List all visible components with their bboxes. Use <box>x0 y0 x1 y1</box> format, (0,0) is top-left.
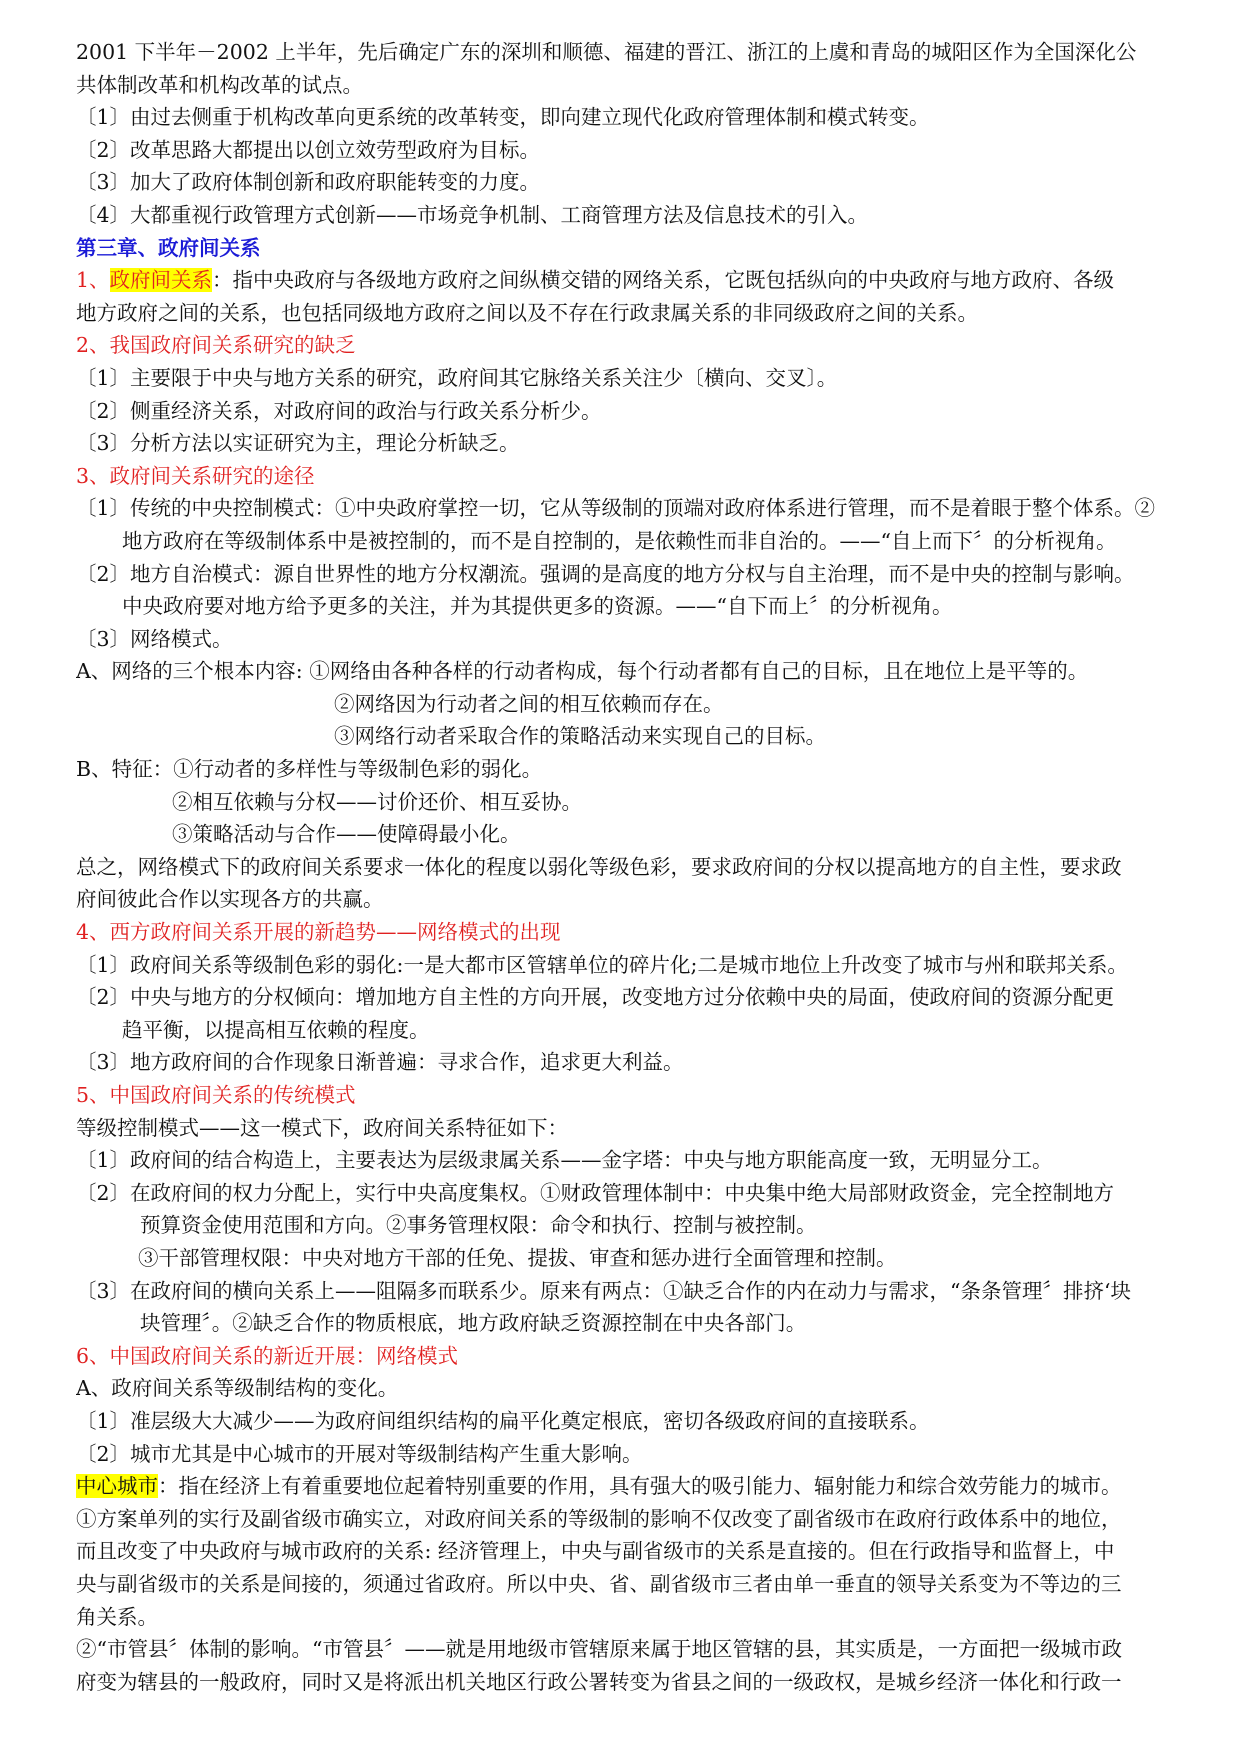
list-item-continuation: 块管理〞。②缺乏合作的物质根底，地方政府缺乏资源控制在中央各部门。 <box>140 1311 807 1336</box>
definition-line <box>76 1470 1169 1503</box>
list-item: 〔1〕传统的中央控制模式：①中央政府掌控一切，它从等级制的顶端对政府体系进行管理，而不是着眼于整个体系。② <box>76 496 1156 521</box>
list-item: 〔4〕大都重视行政管理方式创新——市场竞争机制、工商管理方法及信息技术的引入。 <box>76 202 869 227</box>
section-heading: 5、中国政府间关系的传统模式 <box>76 1083 356 1107</box>
paragraph-line: A、网络的三个根本内容: ①网络由各种各样的行动者构成，每个行动者都有自己的目标，且在地位上是平等的。 <box>76 659 1089 684</box>
list-item-continuation: ③干部管理权限：中央对地方干部的任免、提拔、审查和惩办进行全面管理和控制。 <box>138 1245 897 1270</box>
list-item: 〔2〕城市尤其是中心城市的开展对等级制结构产生重大影响。 <box>76 1441 643 1466</box>
paragraph-line: 等级控制模式——这一模式下，政府间关系特征如下： <box>76 1115 568 1140</box>
paragraph-line: 共体制改革和机构改革的试点。 <box>76 72 363 97</box>
list-item: 〔2〕在政府间的权力分配上，实行中央高度集权。①财政管理体制中：中央集中绝大局部财政资金，完全控制地方 <box>76 1180 1115 1205</box>
paragraph-line: B、特征：①行动者的多样性与等级制色彩的弱化。 <box>76 757 543 782</box>
list-item: 〔3〕在政府间的横向关系上——阻隔多而联系少。原来有两点：①缺乏合作的内在动力与需求，“条条管理〞排挤‘块 <box>76 1278 1132 1303</box>
section-heading: 2、我国政府间关系研究的缺乏 <box>76 333 356 358</box>
section-heading: 6、中国政府间关系的新近开展：网络模式 <box>76 1343 459 1368</box>
paragraph-line: 总之，网络模式下的政府间关系要求一体化的程度以弱化等级色彩，要求政府间的分权以提高地方的自主性，要求政 <box>76 854 1122 879</box>
chapter-heading: 第三章、政府间关系 <box>76 235 261 260</box>
section-number: 1、 <box>76 268 110 293</box>
list-item: 〔1〕准层级大大减少——为政府间组织结构的扁平化奠定根底，密切各级政府间的直接联系。 <box>76 1408 930 1433</box>
paragraph-line: 央与副省级市的关系是间接的，须通过省政府。所以中央、省、副省级市三者由单一垂直的领导关系变为不等边的三 <box>76 1571 1122 1596</box>
paragraph-line: ②相互依赖与分权——讨价还价、相互妥协。 <box>172 789 582 814</box>
paragraph-line: 角关系。 <box>76 1604 158 1629</box>
paragraph-line: 地方政府之间的关系，也包括同级地方政府之间以及不存在行政隶属关系的非同级政府之间的关系。 <box>76 300 978 325</box>
paragraph-line: 府间彼此合作以实现各方的共赢。 <box>76 887 384 912</box>
list-item: 〔2〕改革思路大都提出以创立效劳型政府为目标。 <box>76 137 541 162</box>
list-item-continuation: 中央政府要对地方给予更多的关注，并为其提供更多的资源。——“自下而上〞的分析视角。 <box>122 594 953 619</box>
paragraph-line: ②“市管县〞体制的影响。“市管县〞——就是用地级市管辖原来属于地区管辖的县，其实质是，一方面把一级城市政 <box>76 1637 1122 1662</box>
list-item: 〔1〕主要限于中央与地方关系的研究，政府间其它脉络关系关注少〔横向、交叉〕。 <box>76 365 838 390</box>
paragraph-line: A、政府间关系等级制结构的变化。 <box>76 1376 399 1401</box>
list-item-continuation: 地方政府在等级制体系中是被控制的，而不是自控制的，是依赖性而非自治的。——“自上而下〞的分析视角。 <box>122 528 1117 553</box>
list-item: 〔3〕网络模式。 <box>76 626 233 651</box>
list-item: 〔3〕加大了政府体制创新和政府职能转变的力度。 <box>76 170 541 195</box>
paragraph-line: ②网络因为行动者之间的相互依赖而存在。 <box>334 691 724 716</box>
list-item: 〔1〕政府间关系等级制色彩的弱化:一是大都市区管辖单位的碎片化;二是城市地位上升改变了城市与州和联邦关系。 <box>76 952 1128 977</box>
paragraph-line: ③网络行动者采取合作的策略活动来实现自己的目标。 <box>334 724 826 749</box>
section-heading: 3、政府间关系研究的途径 <box>76 463 315 488</box>
list-item: 〔3〕地方政府间的合作现象日渐普遍：寻求合作，追求更大利益。 <box>76 1050 684 1075</box>
paragraph-line: 府变为辖县的一般政府，同时又是将派出机关地区行政公署转变为省县之间的一级政权，是城乡经济一体化和行政一 <box>76 1669 1122 1694</box>
list-item-continuation: 预算资金使用范围和方向。②事务管理权限：命令和执行、控制与被控制。 <box>140 1213 817 1238</box>
paragraph-line: 而且改变了中央政府与城市政府的关系: 经济管理上，中央与副省级市的关系是直接的。但在行政指导和监督上，中 <box>76 1539 1115 1564</box>
paragraph-line: ③策略活动与合作——使障碍最小化。 <box>172 822 521 847</box>
definition-text: ：指在经济上有着重要地位起着特别重要的作用，具有强大的吸引能力、辐射能力和综合效劳能力的城市。 <box>158 1474 1122 1499</box>
list-item: 〔2〕中央与地方的分权倾向：增加地方自主性的方向开展，改变地方过分依赖中央的局面，使政府间的资源分配更 <box>76 985 1115 1010</box>
list-item: 〔1〕政府间的结合构造上，主要表达为层级隶属关系——金字塔：中央与地方职能高度一致，无明显分工。 <box>76 1148 1053 1173</box>
list-item: 〔2〕地方自治模式：源自世界性的地方分权潮流。强调的是高度的地方分权与自主治理，而不是中央的控制与影响。 <box>76 561 1135 586</box>
highlighted-term: 中心城市 <box>76 1474 158 1499</box>
list-item-continuation: 趋平衡，以提高相互依赖的程度。 <box>122 1017 430 1042</box>
definition-text: ：指中央政府与各级地方政府之间纵横交错的网络关系，它既包括纵向的中央政府与地方政府、各级 <box>212 268 1115 293</box>
paragraph-line: 2001 下半年－2002 上半年，先后确定广东的深圳和顺德、福建的晋江、浙江的上虞和青岛的城阳区作为全国深化公 <box>76 40 1137 64</box>
section-heading: 4、西方政府间关系开展的新趋势——网络模式的出现 <box>76 920 561 945</box>
list-item: 〔1〕由过去侧重于机构改革向更系统的改革转变，即向建立现代化政府管理体制和模式转变。 <box>76 105 930 130</box>
list-item: 〔2〕侧重经济关系，对政府间的政治与行政关系分析少。 <box>76 398 602 423</box>
definition-line <box>76 264 1169 297</box>
highlighted-term: 政府间关系 <box>109 268 213 293</box>
paragraph-line: ①方案单列的实行及副省级市确实立，对政府间关系的等级制的影响不仅改变了副省级市在政府行政体系中的地位， <box>76 1506 1122 1531</box>
list-item: 〔3〕分析方法以实证研究为主，理论分析缺乏。 <box>76 431 520 456</box>
